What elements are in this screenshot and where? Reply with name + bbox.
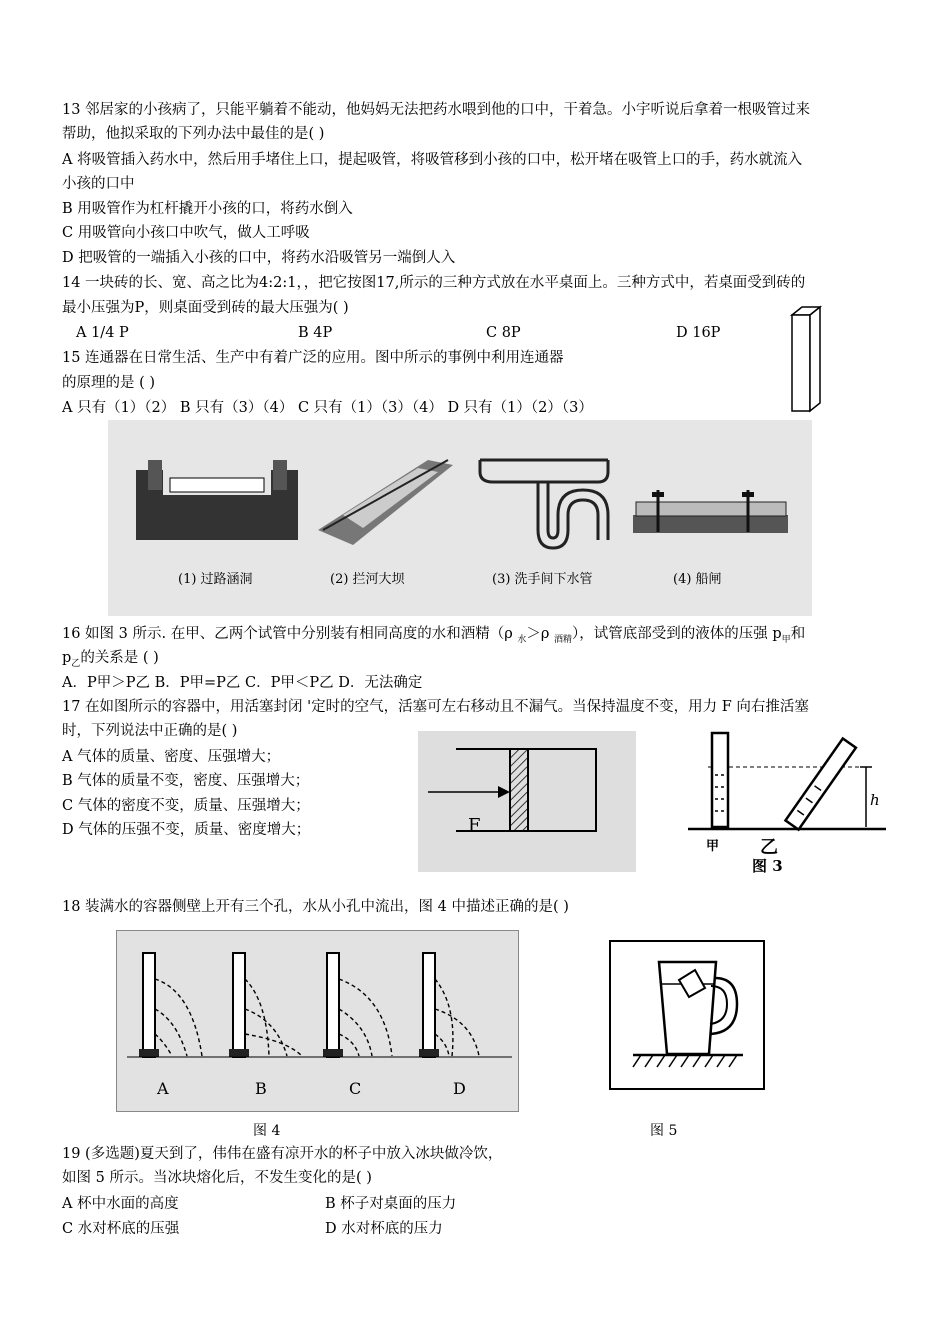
figure-3-test-tubes xyxy=(684,727,890,877)
q15-caption-1: (1) 过路涵洞 xyxy=(178,572,253,587)
q13-option-d: D 把吸管的一端插入小孩的口中，将药水沿吸管另一端倒人入 xyxy=(62,250,456,266)
q13-option-a: A 将吸管插入药水中，然后用手堵住上口，提起吸管，将吸管移到小孩的口中，松开堵在吸管上口的手，药水就流入 xyxy=(62,152,803,168)
figure-5 xyxy=(609,940,765,1090)
q16-sub-water: 水 xyxy=(517,634,527,645)
dam-illustration xyxy=(318,460,453,545)
tube-jia xyxy=(712,733,728,827)
q15-caption-3: (3) 洗手间下水管 xyxy=(492,572,593,587)
q19-stem-line2: 如图 5 所示。当冰块熔化后，不发生变化的是( ) xyxy=(62,1170,372,1186)
q16-stem-part1: 16 如图 3 所示. 在甲、乙两个试管中分别装有相同高度的水和酒精（ρ xyxy=(62,626,518,642)
containers xyxy=(139,953,439,1057)
q17-option-b: B 气体的质量不变，密度、压强增大； xyxy=(62,773,310,789)
q19-option-d: D 水对杯底的压力 xyxy=(325,1221,443,1237)
q19-option-a: A 杯中水面的高度 xyxy=(62,1196,179,1212)
q16-stem-line1 xyxy=(62,624,805,650)
q15-caption-4: (4) 船闸 xyxy=(673,572,722,587)
q13-option-b: B 用吸管作为杠杆撬开小孩的口，将药水倒入 xyxy=(62,201,353,217)
force-label: F xyxy=(468,815,481,836)
culvert-illustration xyxy=(136,460,298,540)
piston-figure xyxy=(418,731,636,872)
q16-stem-line2 xyxy=(62,648,159,674)
q17-stem-line2: 时，下列说法中正确的是( ) xyxy=(62,723,238,739)
q19-option-b: B 杯子对桌面的压力 xyxy=(325,1196,457,1212)
q16-stem-part6: 的关系是 ( ) xyxy=(80,650,159,666)
q16-stem-part3: ），试管底部受到的液体的压强 p xyxy=(572,626,782,642)
q19-option-c: C 水对杯底的压强 xyxy=(62,1221,180,1237)
q16-options: A．P甲＞P乙 B．P甲=P乙 C．P甲＜P乙 D．无法确定 xyxy=(62,675,423,691)
fig4-label-d: D xyxy=(453,1079,466,1098)
force-arrow-head xyxy=(498,786,510,798)
q13-stem-line2: 帮助，他拟采取的下列办法中最佳的是( ) xyxy=(62,126,325,142)
q13-stem-line1: 13 邻居家的小孩病了，只能平躺着不能动，他妈妈无法把药水喂到他的口中，干着急。小宇听说后拿着一根吸管过来 xyxy=(62,102,811,118)
q14-option-d: D 16P xyxy=(676,325,721,341)
q13-option-c: C 用吸管向小孩口中吹气，做人工呼吸 xyxy=(62,225,310,241)
q14-option-c: C 8P xyxy=(486,325,521,341)
fig3-label-jia: 甲 xyxy=(706,839,720,854)
q15-stem-line2: 的原理的是 ( ) xyxy=(62,375,156,391)
q16-sub-jia: 甲 xyxy=(781,634,791,645)
piston xyxy=(510,749,528,831)
ship-lock-illustration xyxy=(633,490,788,533)
q16-sub-yi: 乙 xyxy=(71,658,81,669)
q16-stem-part2: ＞ρ xyxy=(526,626,555,642)
fig3-h-label: h xyxy=(870,791,880,809)
tube-yi xyxy=(785,738,855,829)
q17-option-a: A 气体的质量、密度、压强增大； xyxy=(62,749,281,765)
fig3-caption: 图 3 xyxy=(752,857,783,875)
fig3-label-yi: 乙 xyxy=(760,837,778,858)
q15-caption-2: (2) 拦河大坝 xyxy=(330,572,405,587)
fig4-caption: 图 4 xyxy=(253,1123,281,1139)
fig4-label-a: A xyxy=(157,1079,169,1098)
q17-stem-line1: 17 在如图所示的容器中，用活塞封闭 '定时的空气，活塞可左右移动且不漏气。当保持温度不变，用力 F 向右推活塞 xyxy=(62,699,809,715)
q13-option-a-cont: 小孩的口中 xyxy=(62,176,135,192)
q15-stem-line1: 15 连通器在日常生活、生产中有着广泛的应用。图中所示的事例中利用连通器 xyxy=(62,350,564,366)
brick-figure xyxy=(788,305,824,415)
q16-stem-part4: 和 xyxy=(790,626,806,642)
q17-option-d: D 气体的压强不变，质量、密度增大； xyxy=(62,822,311,838)
q14-stem-line1: 14 一块砖的长、宽、高之比为4:2:1，，把它按图17,所示的三种方式放在水平桌面上。三种方式中，若桌面受到砖的 xyxy=(62,275,806,291)
q18-stem: 18 装满水的容器侧壁上开有三个孔，水从小孔中流出，图 4 中描述正确的是( ) xyxy=(62,899,569,915)
fig5-caption: 图 5 xyxy=(650,1123,678,1139)
q17-option-c: C 气体的密度不变，质量、压强增大； xyxy=(62,798,310,814)
q16-stem-part5: p xyxy=(62,650,72,666)
figure-4 xyxy=(116,930,519,1112)
q14-option-b: B 4P xyxy=(298,325,333,341)
q19-stem-line1: 19 (多选题)夏天到了，伟伟在盛有凉开水的杯子中放入冰块做冷饮， xyxy=(62,1146,503,1162)
fig4-label-c: C xyxy=(349,1079,362,1098)
q14-option-a: A 1/4 P xyxy=(76,325,129,341)
fig4-label-b: B xyxy=(255,1079,267,1098)
q14-stem-line2: 最小压强为P，则桌面受到砖的最大压强为( ) xyxy=(62,300,349,316)
sink-pipe-illustration xyxy=(480,460,608,548)
q15-options: A 只有（1）（2） B 只有（3）（4） C 只有（1）（3）（4） D 只有（1）（2）（3） xyxy=(62,400,593,416)
q16-sub-alcohol: 酒精 xyxy=(554,634,573,645)
q15-figure xyxy=(108,420,812,616)
